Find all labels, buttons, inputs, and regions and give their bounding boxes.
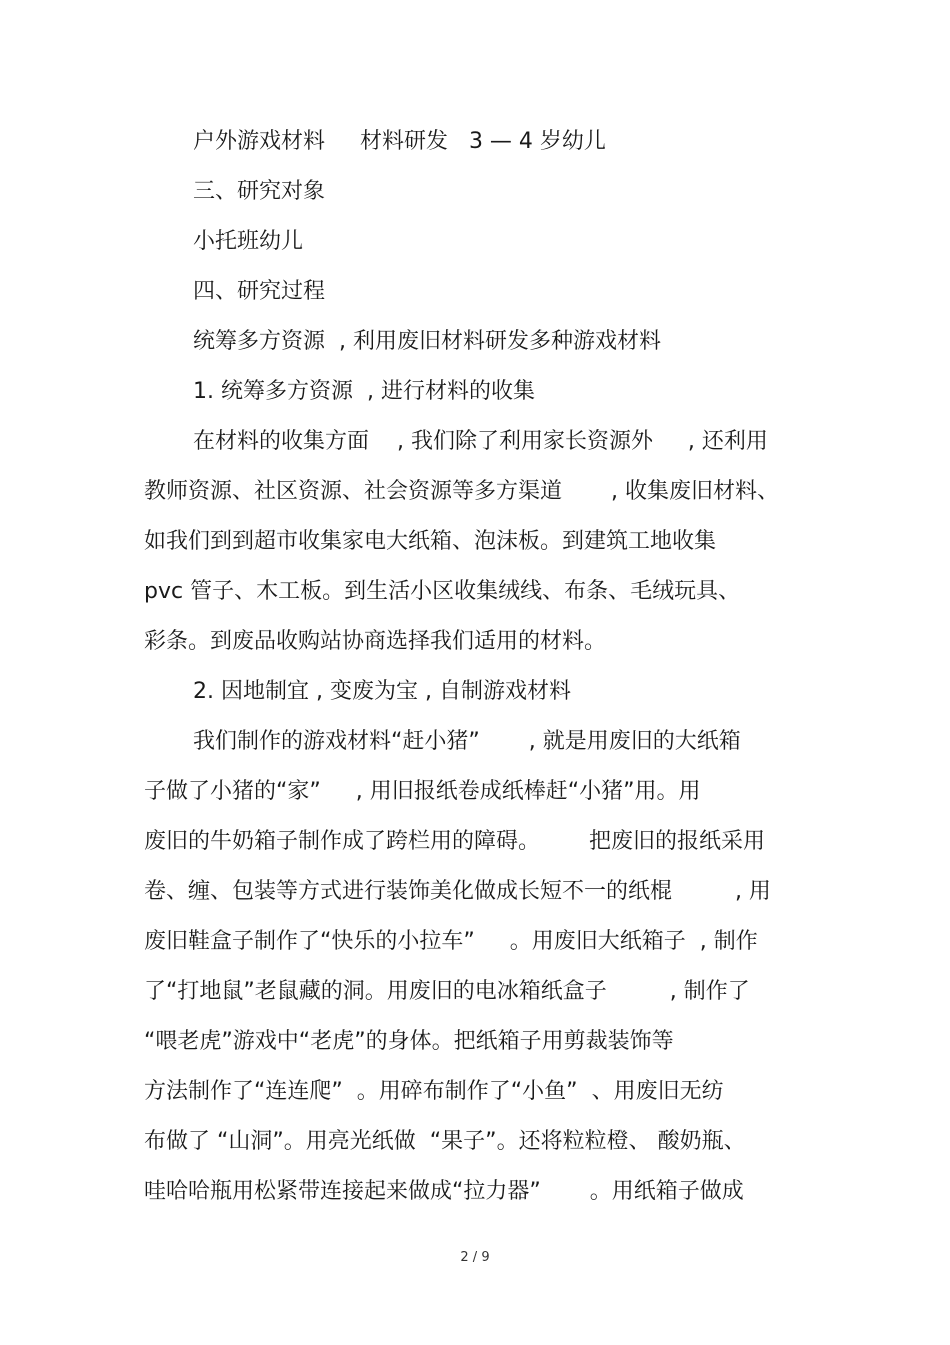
paragraph-line: “喂老虎”游戏中“老虎”的身体。把纸箱子用剪裁装饰等 bbox=[144, 1029, 674, 1054]
paragraph-line: 我们制作的游戏材料“赶小猪” , 就是用废旧的大纸箱 bbox=[193, 729, 741, 754]
paragraph-line: 彩条。到废品收购站协商选择我们适用的材料。 bbox=[144, 629, 607, 654]
paragraph-line: 废旧的牛奶箱子制作成了跨栏用的障碍。 把废旧的报纸采用 bbox=[144, 829, 765, 854]
page-number: 2 / 9 bbox=[460, 1250, 490, 1265]
paragraph-line: 子做了小猪的“家” , 用旧报纸卷成纸棒赶“小猪”用。用 bbox=[144, 779, 701, 804]
paragraph-line: 卷、缠、包装等方式进行装饰美化做成长短不一的纸棍 , 用 bbox=[144, 879, 771, 904]
paragraph-line: 了“打地鼠”老鼠藏的洞。用废旧的电冰箱纸盒子 , 制作了 bbox=[144, 979, 750, 1004]
section-heading-research-object: 三、研究对象 bbox=[193, 179, 326, 204]
paragraph-line: 哇哈哈瓶用松紧带连接起来做成“拉力器” 。用纸箱子做成 bbox=[144, 1179, 744, 1204]
research-object-text: 小托班幼儿 bbox=[193, 229, 304, 254]
paragraph-line: 方法制作了“连连爬” 。用碎布制作了“小鱼” 、用废旧无纺 bbox=[144, 1079, 724, 1104]
paragraph-line: 教师资源、社区资源、社会资源等多方渠道 , 收集废旧材料、 bbox=[144, 479, 779, 504]
section-heading-research-process: 四、研究过程 bbox=[193, 279, 326, 304]
paragraph-line: 在材料的收集方面 , 我们除了利用家长资源外 , 还利用 bbox=[193, 429, 768, 454]
subheading-self-made-materials: 2. 因地制宜 , 变废为宝 , 自制游戏材料 bbox=[193, 679, 571, 704]
process-summary-line: 统筹多方资源 , 利用废旧材料研发多种游戏材料 bbox=[193, 329, 661, 354]
paragraph-line: 布做了 “山洞”。用亮光纸做 “果子”。还将粒粒橙、 酸奶瓶、 bbox=[144, 1129, 746, 1154]
paragraph-line: 如我们到到超市收集家电大纸箱、泡沫板。到建筑工地收集 bbox=[144, 529, 717, 554]
keywords-line: 户外游戏材料 材料研发 3 — 4 岁幼儿 bbox=[193, 129, 606, 154]
paragraph-line: 废旧鞋盒子制作了“快乐的小拉车” 。用废旧大纸箱子 , 制作 bbox=[144, 929, 758, 954]
subheading-collection: 1. 统筹多方资源 , 进行材料的收集 bbox=[193, 379, 535, 404]
paragraph-line: pvc 管子、木工板。到生活小区收集绒线、布条、毛绒玩具、 bbox=[144, 579, 741, 604]
